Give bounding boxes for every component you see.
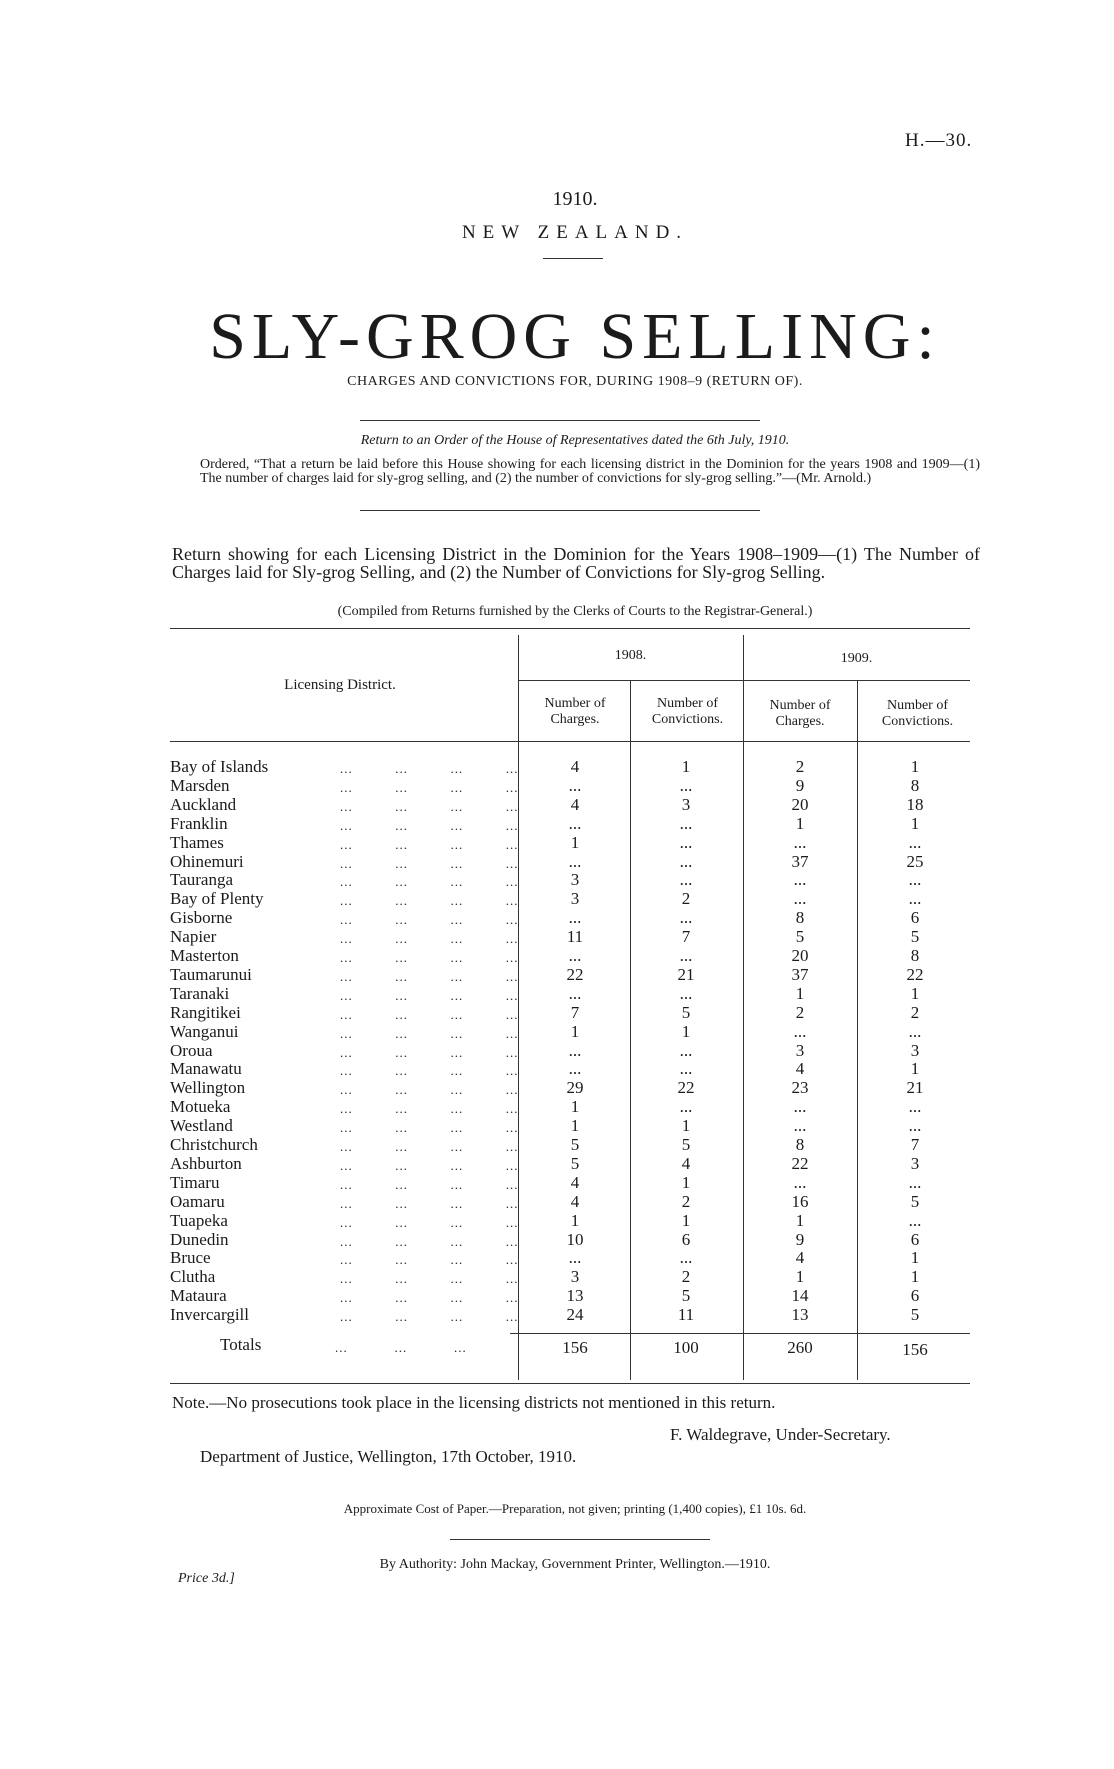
charges-1908-cell: 3	[570, 870, 580, 889]
district-name: Motueka	[170, 1097, 231, 1116]
ordered-paragraph: Ordered, “That a return be laid before this House showing for each licensing district in the Dominion for the years 1908 and 1909—(1) The number of charges laid for sly-grog selling, and (2) the number of convictions for sly-grog selling.”—(Mr. Arnold.)	[200, 457, 980, 486]
table-bottom-rule	[170, 1383, 970, 1384]
convictions-1909-cell: 25	[906, 852, 924, 871]
convictions-1908-cell: 2	[681, 889, 691, 908]
convictions-1908-cell: ...	[679, 1248, 693, 1267]
convictions-1909-cell: 8	[910, 946, 920, 965]
charges-1908-cell: 4	[570, 795, 580, 814]
leader-dots: ... ... ... ...	[340, 950, 519, 965]
charges-1909-cell: ...	[793, 889, 807, 908]
page-title: SLY-GROG SELLING:	[209, 300, 941, 373]
year-1909-header: 1909.	[840, 651, 873, 666]
district-name: Taumarunui	[170, 965, 252, 984]
charges-1908-cell: ...	[568, 1248, 582, 1267]
printer-authority: By Authority: John Mackay, Government Printer, Wellington.—1910.	[379, 1557, 771, 1572]
charges-1909-cell: ...	[793, 1173, 807, 1192]
totals-rule	[510, 1333, 970, 1334]
convictions-1908-cell: 1	[681, 757, 691, 776]
divider	[360, 510, 760, 511]
leader-dots: ... ... ... ...	[340, 931, 519, 946]
convictions-1908-cell: 6	[681, 1230, 691, 1249]
page-subtitle: CHARGES AND CONVICTIONS FOR, DURING 1908–9 (RETURN OF).	[347, 374, 803, 389]
district-name: Bruce	[170, 1248, 211, 1267]
price: Price 3d.]	[178, 1571, 235, 1586]
charges-1909-cell: ...	[793, 1097, 807, 1116]
charges-1909-header: Number of Charges.	[769, 698, 831, 729]
district-name: Wellington	[170, 1078, 246, 1097]
convictions-1909-cell: 5	[910, 1305, 920, 1324]
convictions-1909-cell: 1	[910, 1059, 920, 1078]
charges-1908-cell: ...	[568, 776, 582, 795]
charges-1908-cell: ...	[568, 908, 582, 927]
leader-dots: ... ... ... ...	[340, 761, 519, 776]
charges-1908-cell: 22	[566, 965, 584, 984]
leader-dots: ... ... ... ...	[340, 799, 519, 814]
district-name: Masterton	[170, 946, 239, 965]
department-date: Department of Justice, Wellington, 17th October, 1910.	[200, 1447, 577, 1466]
convictions-1908-cell: ...	[679, 1097, 693, 1116]
charges-1908-cell: 1	[570, 1022, 580, 1041]
charges-1908-cell: 1	[570, 1097, 580, 1116]
convictions-1909-cell: 1	[910, 757, 920, 776]
charges-1909-cell: 4	[795, 1059, 805, 1078]
divider	[360, 420, 760, 421]
charges-1909-cell: 2	[795, 757, 805, 776]
convictions-1909-cell: 2	[910, 1003, 920, 1022]
charges-1908-cell: ...	[568, 1041, 582, 1060]
charges-1909-cell: 37	[791, 852, 809, 871]
charges-1909-cell: 2	[795, 1003, 805, 1022]
charges-1908-cell: 5	[570, 1135, 580, 1154]
return-heading: Return showing for each Licensing District in the Dominion for the Years 1908–1909—(1) The Number of Charges laid for Sly-grog Selling, and (2) the Number of Convictions for Sly-grog Selling.	[172, 544, 980, 582]
convictions-1908-cell: ...	[679, 814, 693, 833]
district-name: Oroua	[170, 1041, 213, 1060]
column-divider	[857, 680, 858, 1380]
totals-leader-dots: ... ... ...	[335, 1340, 467, 1355]
convictions-1909-cell: ...	[908, 1211, 922, 1230]
note: Note.—No prosecutions took place in the licensing districts not mentioned in this return.	[172, 1393, 776, 1412]
charges-1909-cell: 22	[791, 1154, 809, 1173]
convictions-1908-cell: 2	[681, 1267, 691, 1286]
convictions-1908-cell: 1	[681, 1173, 691, 1192]
district-name: Napier	[170, 927, 217, 946]
charges-1908-cell: 1	[570, 833, 580, 852]
leader-dots: ... ... ... ...	[340, 1101, 519, 1116]
convictions-1908-cell: ...	[679, 833, 693, 852]
convictions-1908-cell: 5	[681, 1003, 691, 1022]
charges-1908-cell: 3	[570, 1267, 580, 1286]
convictions-1909-cell: 6	[910, 908, 920, 927]
convictions-1908-cell: 1	[681, 1116, 691, 1135]
district-name: Bay of Islands	[170, 757, 269, 776]
year-header-rule	[518, 680, 970, 681]
district-name: Invercargill	[170, 1305, 249, 1324]
charges-1909-cell: 1	[795, 984, 805, 1003]
convictions-1909-cell: ...	[908, 889, 922, 908]
convictions-1908-cell: 5	[681, 1135, 691, 1154]
convictions-1909-cell: ...	[908, 870, 922, 889]
charges-1908-cell: ...	[568, 946, 582, 965]
divider	[543, 258, 603, 259]
charges-1909-cell: 1	[795, 1211, 805, 1230]
convictions-1908-header: Number of Convictions.	[651, 696, 724, 727]
convictions-1909-cell: 8	[910, 776, 920, 795]
leader-dots: ... ... ... ...	[340, 1290, 519, 1305]
charges-1908-cell: ...	[568, 852, 582, 871]
convictions-1909-cell: ...	[908, 1022, 922, 1041]
leader-dots: ... ... ... ...	[340, 893, 519, 908]
document-year: 1910.	[552, 188, 598, 210]
district-name: Franklin	[170, 814, 228, 833]
convictions-1909-cell: ...	[908, 1116, 922, 1135]
district-name: Ashburton	[170, 1154, 242, 1173]
convictions-1908-cell: 4	[681, 1154, 691, 1173]
district-name: Gisborne	[170, 908, 233, 927]
leader-dots: ... ... ... ...	[340, 988, 519, 1003]
convictions-1909-cell: 1	[910, 1267, 920, 1286]
charges-1908-cell: 1	[570, 1116, 580, 1135]
charges-1909-cell: 20	[791, 795, 809, 814]
convictions-1908-cell: ...	[679, 908, 693, 927]
leader-dots: ... ... ... ...	[340, 1007, 519, 1022]
convictions-1908-cell: 7	[681, 927, 691, 946]
convictions-1908-cell: ...	[679, 776, 693, 795]
convictions-1909-cell: 6	[910, 1286, 920, 1305]
leader-dots: ... ... ... ...	[340, 1063, 519, 1078]
district-name: Ohinemuri	[170, 852, 244, 871]
convictions-1909-cell: 21	[906, 1078, 924, 1097]
convictions-1908-cell: ...	[679, 946, 693, 965]
total-convictions-1909: 156	[902, 1340, 928, 1359]
cost-of-paper: Approximate Cost of Paper.—Preparation, not given; printing (1,400 copies), £1 10s. 6d.	[343, 1501, 807, 1516]
charges-1908-cell: 1	[570, 1211, 580, 1230]
charges-1909-cell: 4	[795, 1248, 805, 1267]
district-name: Marsden	[170, 776, 230, 795]
charges-1909-cell: 9	[795, 776, 805, 795]
leader-dots: ... ... ... ...	[340, 780, 519, 795]
leader-dots: ... ... ... ...	[340, 1271, 519, 1286]
convictions-1908-cell: ...	[679, 984, 693, 1003]
return-order-line: Return to an Order of the House of Representatives dated the 6th July, 1910.	[360, 433, 790, 448]
divider	[450, 1539, 710, 1540]
leader-dots: ... ... ... ...	[340, 912, 519, 927]
convictions-1909-cell: 3	[910, 1041, 920, 1060]
charges-1909-cell: ...	[793, 1116, 807, 1135]
district-name: Thames	[170, 833, 224, 852]
charges-1908-header: Number of Charges.	[544, 696, 606, 727]
convictions-1909-cell: 3	[910, 1154, 920, 1173]
leader-dots: ... ... ... ...	[340, 1309, 519, 1324]
leader-dots: ... ... ... ...	[340, 856, 519, 871]
convictions-1908-cell: 1	[681, 1211, 691, 1230]
charges-1909-cell: 20	[791, 946, 809, 965]
convictions-1909-cell: 7	[910, 1135, 920, 1154]
country-heading: NEW ZEALAND.	[461, 222, 689, 243]
leader-dots: ... ... ... ...	[340, 1252, 519, 1267]
charges-1909-cell: 8	[795, 908, 805, 927]
total-charges-1908: 156	[562, 1338, 588, 1357]
leader-dots: ... ... ... ...	[340, 1234, 519, 1249]
leader-dots: ... ... ... ...	[340, 1196, 519, 1211]
charges-1908-cell: 4	[570, 1173, 580, 1192]
district-name: Dunedin	[170, 1230, 229, 1249]
charges-1908-cell: ...	[568, 984, 582, 1003]
charges-1909-cell: ...	[793, 833, 807, 852]
column-divider	[743, 635, 744, 1380]
charges-1908-cell: 24	[566, 1305, 584, 1324]
charges-1909-cell: 23	[791, 1078, 809, 1097]
leader-dots: ... ... ... ...	[340, 1120, 519, 1135]
district-name: Wanganui	[170, 1022, 239, 1041]
charges-1908-cell: 10	[566, 1230, 584, 1249]
district-name: Manawatu	[170, 1059, 242, 1078]
convictions-1909-cell: 22	[906, 965, 924, 984]
charges-1908-cell: ...	[568, 1059, 582, 1078]
charges-1908-cell: 29	[566, 1078, 584, 1097]
leader-dots: ... ... ... ...	[340, 1139, 519, 1154]
leader-dots: ... ... ... ...	[340, 837, 519, 852]
convictions-1909-cell: 1	[910, 984, 920, 1003]
district-name: Auckland	[170, 795, 237, 814]
convictions-1908-cell: 5	[681, 1286, 691, 1305]
charges-1908-cell: 5	[570, 1154, 580, 1173]
convictions-1908-cell: 3	[681, 795, 691, 814]
convictions-1908-cell: ...	[679, 852, 693, 871]
charges-1909-cell: 8	[795, 1135, 805, 1154]
district-name: Tauranga	[170, 870, 233, 889]
leader-dots: ... ... ... ...	[340, 969, 519, 984]
document-code: H.—30.	[905, 130, 973, 151]
convictions-1908-cell: 1	[681, 1022, 691, 1041]
district-name: Timaru	[170, 1173, 220, 1192]
charges-1908-cell: 4	[570, 757, 580, 776]
district-name: Christchurch	[170, 1135, 258, 1154]
leader-dots: ... ... ... ...	[340, 1158, 519, 1173]
total-convictions-1908: 100	[673, 1338, 699, 1357]
convictions-1909-cell: ...	[908, 1173, 922, 1192]
district-name: Taranaki	[170, 984, 230, 1003]
leader-dots: ... ... ... ...	[340, 1082, 519, 1097]
charges-1908-cell: 13	[566, 1286, 584, 1305]
charges-1909-cell: ...	[793, 870, 807, 889]
convictions-1909-cell: ...	[908, 833, 922, 852]
charges-1909-cell: 5	[795, 927, 805, 946]
convictions-1909-cell: 6	[910, 1230, 920, 1249]
convictions-1909-cell: 1	[910, 1248, 920, 1267]
convictions-1908-cell: 22	[677, 1078, 695, 1097]
convictions-1908-cell: 11	[677, 1305, 695, 1324]
charges-1908-cell: 4	[570, 1192, 580, 1211]
district-header: Licensing District.	[284, 677, 396, 693]
district-name: Rangitikei	[170, 1003, 241, 1022]
charges-1909-cell: 1	[795, 814, 805, 833]
column-divider	[630, 680, 631, 1380]
charges-1908-cell: 11	[566, 927, 584, 946]
district-name: Mataura	[170, 1286, 227, 1305]
district-name: Westland	[170, 1116, 233, 1135]
leader-dots: ... ... ... ...	[340, 1177, 519, 1192]
signer: F. Waldegrave, Under-Secretary.	[670, 1425, 891, 1444]
charges-1909-cell: 16	[791, 1192, 809, 1211]
leader-dots: ... ... ... ...	[340, 1026, 519, 1041]
leader-dots: ... ... ... ...	[340, 818, 519, 833]
convictions-1908-cell: ...	[679, 870, 693, 889]
leader-dots: ... ... ... ...	[340, 1045, 519, 1060]
charges-1909-cell: 1	[795, 1267, 805, 1286]
leader-dots: ... ... ... ...	[340, 1215, 519, 1230]
district-name: Tuapeka	[170, 1211, 228, 1230]
charges-1909-cell: 9	[795, 1230, 805, 1249]
header-bottom-rule	[170, 741, 970, 742]
convictions-1908-cell: ...	[679, 1041, 693, 1060]
totals-label: Totals	[220, 1335, 262, 1354]
charges-1909-cell: 3	[795, 1041, 805, 1060]
charges-1909-cell: 37	[791, 965, 809, 984]
district-name: Bay of Plenty	[170, 889, 264, 908]
convictions-1909-cell: 18	[906, 795, 924, 814]
convictions-1908-cell: 2	[681, 1192, 691, 1211]
convictions-1909-cell: ...	[908, 1097, 922, 1116]
district-name: Clutha	[170, 1267, 216, 1286]
total-charges-1909: 260	[787, 1338, 813, 1357]
convictions-1909-cell: 1	[910, 814, 920, 833]
charges-1908-cell: ...	[568, 814, 582, 833]
charges-1909-cell: ...	[793, 1022, 807, 1041]
convictions-1909-header: Number of Convictions.	[881, 698, 954, 729]
compiled-note: (Compiled from Returns furnished by the Clerks of Courts to the Registrar-General.)	[337, 604, 813, 619]
convictions-1909-cell: 5	[910, 1192, 920, 1211]
convictions-1909-cell: 5	[910, 927, 920, 946]
convictions-1908-cell: ...	[679, 1059, 693, 1078]
charges-1908-cell: 3	[570, 889, 580, 908]
charges-1909-cell: 13	[791, 1305, 809, 1324]
convictions-1908-cell: 21	[677, 965, 695, 984]
district-name: Oamaru	[170, 1192, 225, 1211]
year-1908-header: 1908.	[614, 648, 647, 663]
table-top-rule	[170, 628, 970, 629]
charges-1909-cell: 14	[791, 1286, 809, 1305]
leader-dots: ... ... ... ...	[340, 874, 519, 889]
charges-1908-cell: 7	[570, 1003, 580, 1022]
